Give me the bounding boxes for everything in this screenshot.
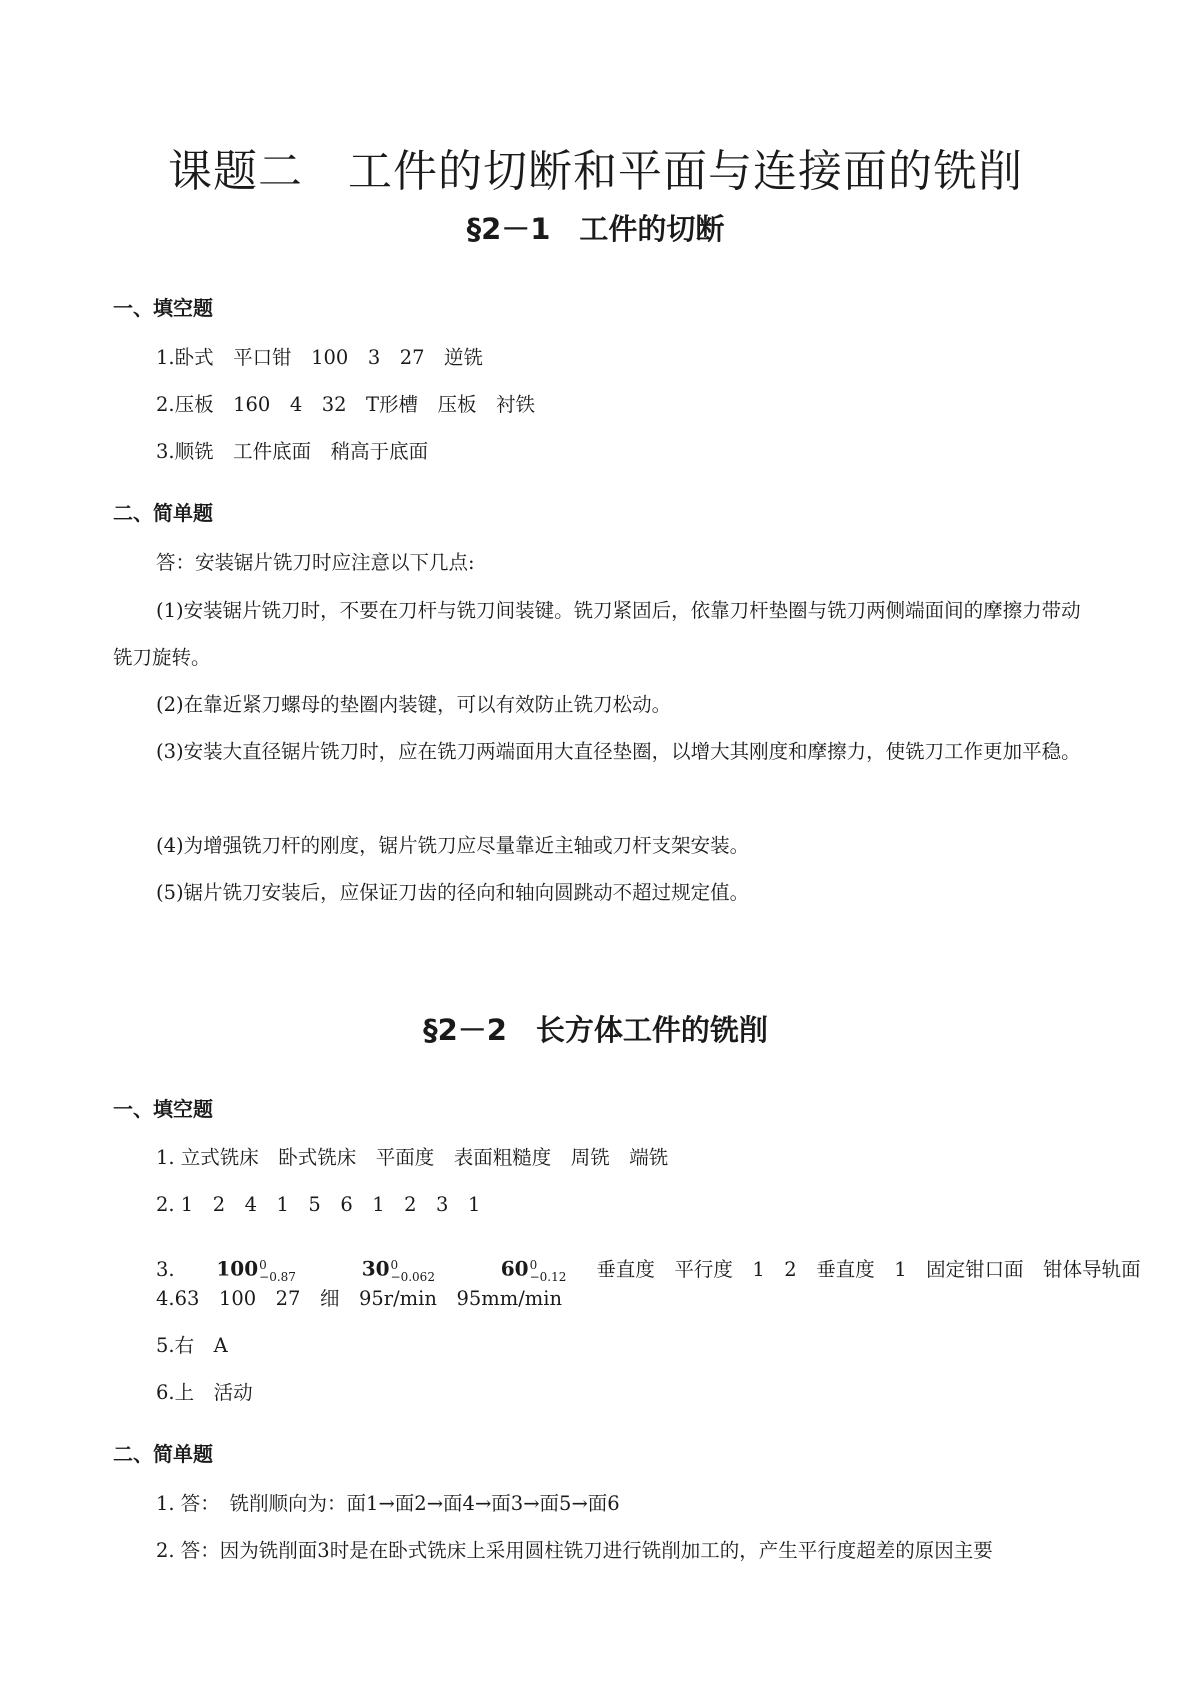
answer-point-4: (4)为增强铣刀杆的刚度，锯片铣刀应尽量靠近主轴或刀杆支架安装。 xyxy=(156,834,750,857)
fill2-answer-6: 6.上 活动 xyxy=(156,1381,253,1404)
fill2-answer-5: 5.右 A xyxy=(156,1334,228,1357)
fill2-answer-1: 1. 立式铣床 卧式铣床 平面度 表面粗糙度 周铣 端铣 xyxy=(156,1146,669,1169)
dimension-tolerance: 30 0 −0.062 xyxy=(361,1256,435,1284)
answer-point-1: (1)安装锯片铣刀时，不要在刀杆与铣刀间装键。铣刀紧固后，依靠刀杆垫圈与铣刀两侧端面间的摩擦力带动铣刀旋转。 xyxy=(113,599,1081,669)
section-heading-2-2: §2－2 长方体工件的铣削 xyxy=(423,1013,768,1047)
fill2-answer-3-prefix: 3. xyxy=(156,1258,175,1282)
fill-blank-heading-1: 一、填空题 xyxy=(113,296,213,320)
section-heading-2-1: §2－1 工件的切断 xyxy=(466,212,725,246)
fill-answer-2: 2.压板 160 4 32 T形槽 压板 衬铁 xyxy=(156,393,536,416)
short-answer-heading-2: 二、简单题 xyxy=(113,1442,213,1466)
tolerance-stack: 0 −0.87 xyxy=(259,1258,296,1284)
short2-answer-2: 2. 答：因为铣削面3时是在卧式铣床上采用圆柱铣刀进行铣削加工的，产生平行度超差的原因主要 xyxy=(156,1539,993,1562)
fill2-answer-2: 2. 1 2 4 1 5 6 1 2 3 1 xyxy=(156,1193,481,1216)
answer-point-2: (2)在靠近紧刀螺母的垫圈内装键，可以有效防止铣刀松动。 xyxy=(156,693,672,716)
fill-answer-3: 3.顺铣 工件底面 稍高于底面 xyxy=(156,440,429,463)
short2-answer-1: 1. 答： 铣削顺向为：面1→面2→面4→面3→面5→面6 xyxy=(156,1492,620,1515)
answer-point-5: (5)锯片铣刀安装后，应保证刀齿的径向和轴向圆跳动不超过规定值。 xyxy=(156,881,750,904)
fill-blank-heading-2: 一、填空题 xyxy=(113,1097,213,1121)
fill-answer-1: 1.卧式 平口钳 100 3 27 逆铣 xyxy=(156,346,484,369)
dimension-tolerance: 60 0 −0.12 xyxy=(500,1256,567,1284)
page-title: 课题二 工件的切断和平面与连接面的铣削 xyxy=(168,146,1023,197)
dimension-tolerance: 100 0 −0.87 xyxy=(216,1256,296,1284)
answer-intro: 答：安装锯片铣刀时应注意以下几点: xyxy=(156,551,475,574)
tolerance-stack: 0 −0.12 xyxy=(529,1258,567,1284)
tolerance-stack: 0 −0.062 xyxy=(390,1258,435,1284)
answer-point-3: (3)安装大直径锯片铣刀时，应在铣刀两端面用大直径垫圈，以增大其刚度和摩擦力，使铣刀工作更加平稳。 xyxy=(156,740,1081,763)
fill2-answer-3-rest: 垂直度 平行度 1 2 垂直度 1 固定钳口面 钳体导轨面 xyxy=(596,1258,1141,1282)
short-answer-heading-1: 二、简单题 xyxy=(113,501,213,525)
fill2-answer-4: 4.63 100 27 细 95r/min 95mm/min xyxy=(156,1287,563,1310)
